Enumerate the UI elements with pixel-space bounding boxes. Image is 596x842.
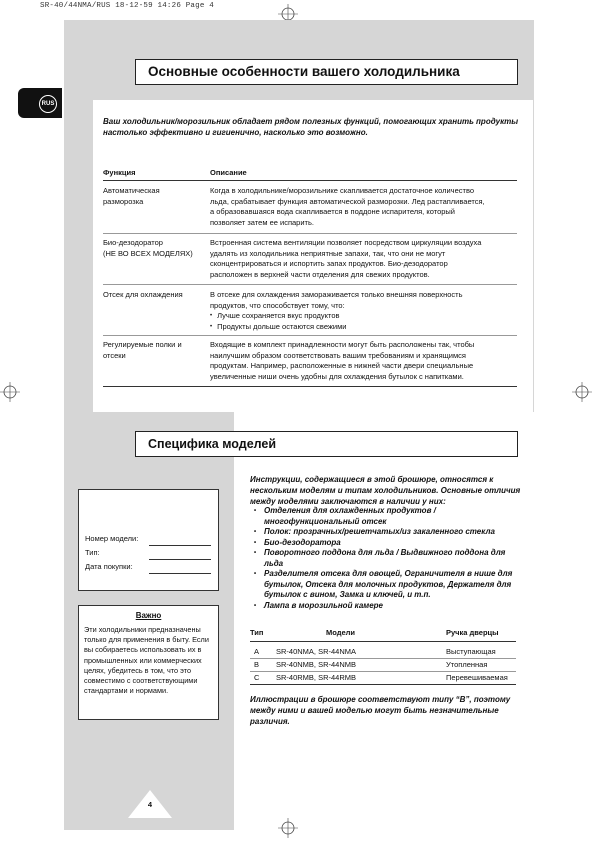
list-item: • Био-дезодоратора [254,537,341,547]
table-row-description: Входящие в комплект принадлежности могут быть расположены так, чтобы наилучшим образом соответствовать вашим требованиям и хранящимся продуктам. Например, расположенные в нижней части двери специальные увеличенные ниши очень удобны для охлаждения бутылок с напитками. [210,340,475,381]
type-field[interactable] [149,559,211,560]
table-row-rule [103,335,517,336]
table-row-function: Отсек для охлаждения [103,290,183,299]
col-header-models: Модели [326,628,356,637]
important-text: Эти холодильники предназначены только для применения в быту. Если вы собираетесь использовать их в промышленных или коммерческих целях, убедитесь в том, что это совместимо с соответствующими стандартами и нормами. [84,625,209,696]
models-intro: Инструкции, содержащиеся в этой брошюре, относятся к нескольким моделям и типам холодильников. Основные отличия между моделями заключаются в наличии у них: [250,475,521,506]
list-item: • Разделителя отсека для овощей, Ограничителя в нише для бутылок, Отсека для молочных продуктов, Держателя для бутылок с вином, Замка и ключей, и т.п. [254,569,513,599]
col-header-function: Функция [103,168,136,177]
illustration-note: Иллюстрации в брошюре соответствуют типу “B”, поэтому между ними и вашей моделью могут быть незначительные различия. [250,695,511,726]
col-header-description: Описание [210,168,247,177]
registration-mark-icon [0,382,20,402]
table-row-type: A [254,647,260,656]
models-header-rule [250,641,516,642]
table-row-rule [250,658,516,659]
list-item: • Поворотного поддона для льда / Выдвижного поддона для льда [254,548,506,568]
table-row-type: B [254,660,260,669]
table-row-type: C [254,673,260,682]
table-row-function: Автоматическая разморозка [103,186,160,206]
list-item: • Продукты дольше остаются свежими [210,322,520,333]
bullet-icon: • [254,529,257,535]
bullet-icon: • [254,539,257,546]
table-row-description: Встроенная система вентиляции позволяет посредством циркуляции воздуха удалять из холодильника неприятные запахи, так, что они не могут сконцентрироваться и испортить запах продуктов. Био-дезодоратор расположен в верхней части отделения для свежих продуктов. [210,238,482,279]
table-row-rule [103,284,517,285]
list-item: • Лампа в морозильной камере [254,600,383,610]
purchase-info-form [78,489,219,591]
table-row-function: Регулируемые полки и отсеки [103,340,182,360]
registration-mark-icon [278,818,298,838]
section-title-models: Специфика моделей [135,431,518,457]
table-row-function: Био-дезодоратор (НЕ ВО ВСЕХ МОДЕЛЯХ) [103,238,193,258]
bullet-icon: • [254,571,257,577]
bullet-icon: • [254,550,257,556]
purchase-date-label: Дата покупки: [85,562,133,571]
table-row-rule [103,233,517,234]
table-row-description: Когда в холодильнике/морозильнике скапливается достаточное количество льда, срабатывает функция автоматической разморозки. Лед растапливается, а образовавшаяся вода скапливается в поддоне испарителя, который позволяет затем ее испарить. [210,186,485,227]
bullet-icon: • [254,508,257,514]
table-row-description: В отсеке для охлаждения замораживается только внешняя поверхность продуктов, что способствует тому, что: • Лучше сохраняется вкус продуктов • Продукты дольше остаются свежими [210,290,520,332]
table-header-rule [103,180,517,181]
table-bottom-rule [103,386,517,387]
models-bottom-rule [250,684,516,685]
purchase-date-field[interactable] [149,573,211,574]
table-row-models: SR-40RMB, SR-44RMB [276,673,357,682]
differences-list [252,506,544,611]
col-header-type: Тип [250,628,264,637]
bullet-icon: • [254,602,257,609]
table-row-handle: Утопленная [446,660,488,669]
model-number-field[interactable] [149,545,211,546]
important-notice [78,605,219,720]
list-item: • Отделения для охлажденных продуктов / многофункциональный отсек [254,506,436,526]
important-title: Важно [135,611,162,620]
table-row-models: SR-40NMA, SR-44NMA [276,647,357,656]
col-header-handle: Ручка дверцы [446,628,499,637]
language-tab [18,88,62,118]
model-number-label: Номер модели: [85,534,139,543]
registration-mark-icon [572,382,592,402]
language-badge: RUS [39,95,57,113]
table-row-models: SR-40NMB, SR-44NMB [276,660,357,669]
features-intro: Ваш холодильник/морозильник обладает рядом полезных функций, помогающих хранить продукты настолько эффективно и гигиенично, насколько это возможно. [103,117,519,137]
type-label: Тип: [85,548,100,557]
table-row-handle: Перевешиваемая [446,673,508,682]
table-row-handle: Выступающая [446,647,496,656]
section-title-features: Основные особенности вашего холодильника [135,59,518,85]
page-number: 4 [147,800,153,809]
table-row-rule [250,671,516,672]
print-header: SR-40/44NMA/RUS 18-12-59 14:26 Page 4 [40,2,214,10]
list-item: • Лучше сохраняется вкус продуктов [210,311,520,322]
list-item: • Полок: прозрачных/решетчатых/из закаленного стекла [254,527,495,536]
